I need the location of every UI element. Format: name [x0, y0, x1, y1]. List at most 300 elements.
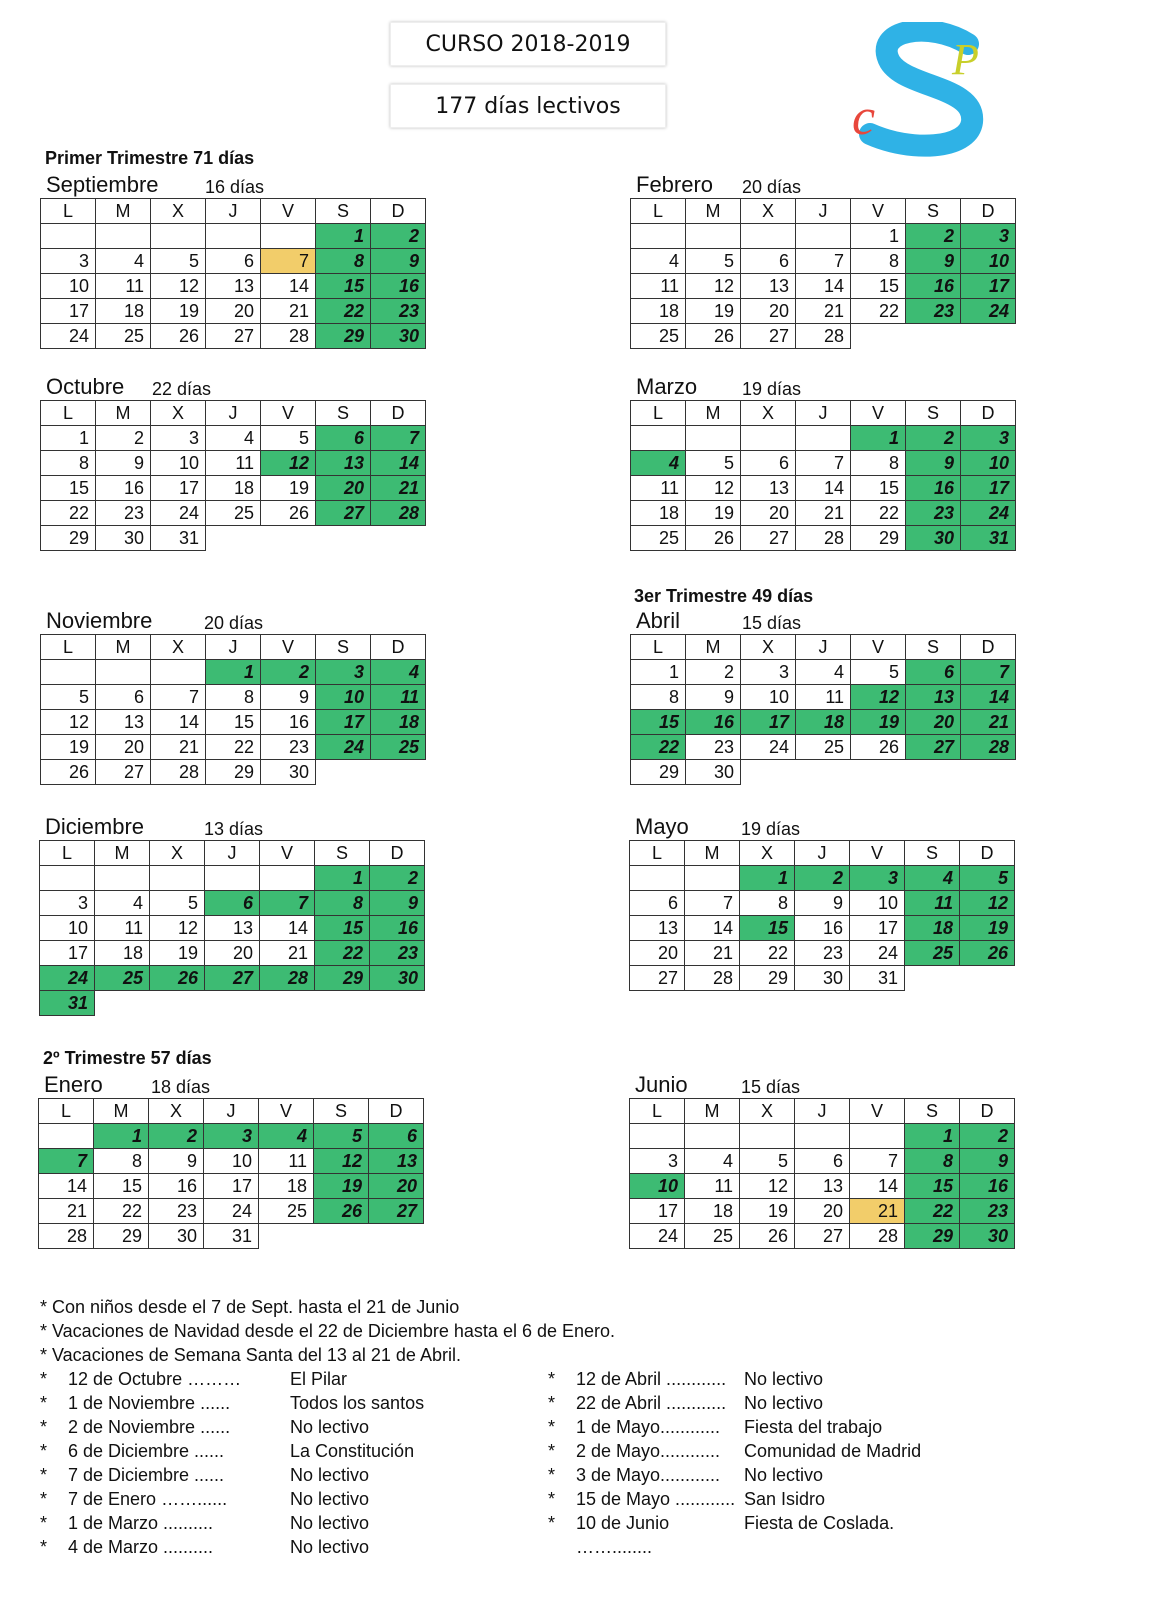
weekday-header: S [905, 1099, 960, 1124]
day-cell [630, 866, 685, 891]
weekday-header: X [741, 401, 796, 426]
day-cell: 15 [41, 476, 96, 501]
day-cell: 17 [41, 299, 96, 324]
weekday-header: D [961, 199, 1016, 224]
weekday-header: M [685, 841, 740, 866]
non-school-day: 1 [740, 866, 795, 891]
day-cell [686, 426, 741, 451]
day-cell: 25 [631, 324, 686, 349]
day-cell: 9 [686, 685, 741, 710]
weekday-header: X [150, 841, 205, 866]
day-cell: 18 [259, 1174, 314, 1199]
weekday-header: S [906, 401, 961, 426]
day-cell [685, 1124, 740, 1149]
day-cell: 8 [631, 685, 686, 710]
weekday-header: J [205, 841, 260, 866]
weekday-header: S [315, 841, 370, 866]
day-cell [39, 1124, 94, 1149]
non-school-day: 2 [906, 426, 961, 451]
weekday-header: L [631, 401, 686, 426]
non-school-day: 25 [371, 735, 426, 760]
day-cell: 23 [149, 1199, 204, 1224]
weekday-header: J [795, 1099, 850, 1124]
month-name: Noviembre [46, 608, 153, 633]
day-cell: 13 [206, 274, 261, 299]
non-school-day: 9 [370, 891, 425, 916]
non-school-day: 8 [315, 891, 370, 916]
day-cell: 14 [796, 476, 851, 501]
calendar-grid [629, 840, 1015, 991]
day-cell: 13 [741, 274, 796, 299]
non-school-day: 20 [369, 1174, 424, 1199]
non-school-day: 30 [370, 966, 425, 991]
day-cell: 11 [95, 916, 150, 941]
day-cell [150, 991, 205, 1016]
non-school-day: 10 [961, 249, 1016, 274]
weekday-header: S [906, 199, 961, 224]
course-title: CURSO 2018-2019 [390, 22, 666, 66]
day-cell [315, 991, 370, 1016]
day-cell: 21 [39, 1199, 94, 1224]
month-school-days: 15 días [742, 613, 802, 633]
month-name: Abril [636, 608, 681, 633]
day-cell: 26 [151, 324, 206, 349]
non-school-day: 9 [371, 249, 426, 274]
weekday-header: X [741, 199, 796, 224]
day-cell [316, 526, 371, 551]
non-school-day: 10 [961, 451, 1016, 476]
non-school-day: 18 [371, 710, 426, 735]
non-school-day: 3 [961, 426, 1016, 451]
day-cell: 24 [850, 941, 905, 966]
day-cell: 4 [685, 1149, 740, 1174]
day-cell: 18 [685, 1199, 740, 1224]
non-school-day: 12 [261, 451, 316, 476]
weekday-header: X [151, 199, 206, 224]
weekday-header: M [686, 199, 741, 224]
day-cell: 20 [795, 1199, 850, 1224]
day-cell: 19 [41, 735, 96, 760]
non-school-day: 15 [315, 916, 370, 941]
day-cell: 6 [96, 685, 151, 710]
holiday-row: * 4 de Marzo .......... No lectivo [40, 1537, 370, 1557]
non-school-day: 2 [261, 660, 316, 685]
non-school-day: 16 [960, 1174, 1015, 1199]
non-school-day: 2 [370, 866, 425, 891]
non-school-day: 14 [371, 451, 426, 476]
day-cell: 10 [741, 685, 796, 710]
non-school-day: 21 [371, 476, 426, 501]
non-school-day: 30 [906, 526, 961, 551]
day-cell: 12 [686, 476, 741, 501]
month-school-days: 15 días [741, 1077, 801, 1097]
day-cell [686, 224, 741, 249]
weekday-header: D [371, 635, 426, 660]
day-cell [205, 866, 260, 891]
day-cell: 26 [41, 760, 96, 785]
school-days-total: 177 días lectivos [390, 84, 666, 128]
non-school-day: 1 [905, 1124, 960, 1149]
day-cell [741, 426, 796, 451]
weekday-header: M [95, 841, 150, 866]
day-cell: 25 [96, 324, 151, 349]
day-cell: 11 [259, 1149, 314, 1174]
day-cell: 19 [740, 1199, 795, 1224]
day-cell: 25 [206, 501, 261, 526]
day-cell: 7 [151, 685, 206, 710]
month-name: Diciembre [45, 814, 145, 839]
month-school-days: 19 días [742, 379, 802, 399]
month-november [40, 608, 428, 785]
trimester-3-label: 3er Trimestre 49 días [634, 586, 814, 606]
non-school-day: 13 [316, 451, 371, 476]
day-cell: 21 [796, 501, 851, 526]
non-school-day: 20 [906, 710, 961, 735]
non-school-day: 19 [960, 916, 1015, 941]
non-school-day: 23 [960, 1199, 1015, 1224]
non-school-day: 31 [40, 991, 95, 1016]
day-cell: 29 [94, 1224, 149, 1249]
weekday-header: V [851, 401, 906, 426]
trimester-1-label: Primer Trimestre 71 días [45, 148, 255, 168]
non-school-day: 24 [316, 735, 371, 760]
day-cell [41, 660, 96, 685]
day-cell: 24 [741, 735, 796, 760]
non-school-day: 15 [740, 916, 795, 941]
non-school-day: 28 [371, 501, 426, 526]
non-school-day: 25 [905, 941, 960, 966]
day-cell: 31 [204, 1224, 259, 1249]
day-cell: 5 [261, 426, 316, 451]
day-cell [259, 1224, 314, 1249]
weekday-header: J [204, 1099, 259, 1124]
weekday-header: V [850, 841, 905, 866]
day-cell: 27 [206, 324, 261, 349]
day-cell: 8 [206, 685, 261, 710]
month-february [630, 172, 1018, 349]
non-school-day: 16 [371, 274, 426, 299]
weekday-header: V [259, 1099, 314, 1124]
non-school-day: 5 [960, 866, 1015, 891]
month-school-days: 18 días [151, 1077, 211, 1097]
day-cell: 7 [850, 1149, 905, 1174]
day-cell: 19 [151, 299, 206, 324]
non-school-day: 12 [314, 1149, 369, 1174]
weekday-header: M [96, 401, 151, 426]
day-cell: 22 [851, 501, 906, 526]
day-cell: 27 [741, 526, 796, 551]
weekday-header: V [261, 401, 316, 426]
weekday-header: V [850, 1099, 905, 1124]
non-school-day: 16 [686, 710, 741, 735]
month-name: Octubre [46, 374, 125, 399]
non-school-day: 28 [260, 966, 315, 991]
non-school-day: 15 [631, 710, 686, 735]
non-school-day: 23 [371, 299, 426, 324]
day-cell [41, 224, 96, 249]
day-cell: 23 [96, 501, 151, 526]
non-school-day: 8 [316, 249, 371, 274]
day-cell: 21 [151, 735, 206, 760]
calendar-grid [630, 400, 1016, 551]
non-school-day: 21 [961, 710, 1016, 735]
day-cell: 25 [631, 526, 686, 551]
day-cell [740, 1124, 795, 1149]
day-cell: 4 [96, 249, 151, 274]
weekday-header: X [151, 401, 206, 426]
non-school-day: 15 [316, 274, 371, 299]
non-school-day: 6 [369, 1124, 424, 1149]
non-school-day: 27 [369, 1199, 424, 1224]
non-school-day: 12 [851, 685, 906, 710]
day-cell: 4 [206, 426, 261, 451]
weekday-header: V [261, 635, 316, 660]
day-cell: 31 [850, 966, 905, 991]
highlighted-day: 21 [850, 1199, 905, 1224]
day-cell [206, 526, 261, 551]
day-cell [960, 966, 1015, 991]
weekday-header: S [316, 199, 371, 224]
day-cell [151, 660, 206, 685]
day-cell: 7 [796, 451, 851, 476]
trimester-2-label: 2º Trimestre 57 días [43, 1048, 212, 1068]
day-cell: 18 [95, 941, 150, 966]
day-cell: 11 [206, 451, 261, 476]
non-school-day: 1 [851, 426, 906, 451]
day-cell: 11 [685, 1174, 740, 1199]
day-cell: 5 [851, 660, 906, 685]
day-cell [850, 1124, 905, 1149]
non-school-day: 2 [371, 224, 426, 249]
day-cell: 15 [851, 476, 906, 501]
day-cell: 3 [41, 249, 96, 274]
day-cell: 20 [206, 299, 261, 324]
weekday-header: M [94, 1099, 149, 1124]
non-school-day: 2 [906, 224, 961, 249]
day-cell [630, 1124, 685, 1149]
non-school-day: 18 [796, 710, 851, 735]
day-cell [796, 224, 851, 249]
non-school-day: 24 [961, 299, 1016, 324]
day-cell: 8 [740, 891, 795, 916]
day-cell: 26 [851, 735, 906, 760]
day-cell: 6 [741, 249, 796, 274]
day-cell: 10 [41, 274, 96, 299]
non-school-day: 13 [369, 1149, 424, 1174]
non-school-day: 30 [960, 1224, 1015, 1249]
day-cell: 14 [261, 274, 316, 299]
weekday-header: V [260, 841, 315, 866]
day-cell: 10 [40, 916, 95, 941]
svg-text:P: P [952, 35, 979, 84]
day-cell [369, 1224, 424, 1249]
day-cell: 15 [94, 1174, 149, 1199]
month-school-days: 16 días [205, 177, 265, 197]
day-cell: 28 [261, 324, 316, 349]
day-cell [741, 224, 796, 249]
day-cell [371, 760, 426, 785]
day-cell: 20 [205, 941, 260, 966]
day-cell: 27 [96, 760, 151, 785]
day-cell: 13 [630, 916, 685, 941]
day-cell [370, 991, 425, 1016]
day-cell: 11 [96, 274, 151, 299]
holiday-row: * 1 de Noviembre ...... Todos los santos [40, 1393, 425, 1413]
weekday-header: L [41, 401, 96, 426]
weekday-header: L [41, 199, 96, 224]
month-name: Febrero [636, 172, 714, 197]
non-school-day: 11 [371, 685, 426, 710]
weekday-header: D [960, 841, 1015, 866]
month-october [40, 374, 428, 551]
day-cell: 29 [41, 526, 96, 551]
non-school-day: 7 [961, 660, 1016, 685]
day-cell: 18 [631, 299, 686, 324]
note-line: * Vacaciones de Semana Santa del 13 al 21 de Abril. [40, 1345, 461, 1365]
weekday-header: S [316, 401, 371, 426]
day-cell [205, 991, 260, 1016]
month-september [40, 172, 428, 349]
calendar-grid [630, 198, 1016, 349]
holiday-row: * 1 de Marzo .......... No lectivo [40, 1513, 370, 1533]
day-cell: 4 [95, 891, 150, 916]
weekday-header: D [371, 199, 426, 224]
non-school-day: 26 [150, 966, 205, 991]
non-school-day: 16 [906, 274, 961, 299]
weekday-header: D [961, 401, 1016, 426]
non-school-day: 24 [40, 966, 95, 991]
non-school-day: 23 [906, 299, 961, 324]
day-cell: 4 [796, 660, 851, 685]
day-cell [260, 866, 315, 891]
day-cell: 3 [151, 426, 206, 451]
non-school-day: 27 [906, 735, 961, 760]
day-cell: 16 [96, 476, 151, 501]
day-cell: 5 [686, 451, 741, 476]
day-cell [371, 526, 426, 551]
weekday-header: L [631, 199, 686, 224]
non-school-day: 20 [316, 476, 371, 501]
weekday-header: L [631, 635, 686, 660]
day-cell: 11 [631, 476, 686, 501]
non-school-day: 12 [960, 891, 1015, 916]
weekday-header: V [261, 199, 316, 224]
day-cell [261, 224, 316, 249]
non-school-day: 11 [905, 891, 960, 916]
weekday-header: L [39, 1099, 94, 1124]
day-cell: 26 [740, 1224, 795, 1249]
non-school-day: 29 [316, 324, 371, 349]
weekday-header: L [630, 1099, 685, 1124]
day-cell: 26 [261, 501, 316, 526]
day-cell: 3 [741, 660, 796, 685]
non-school-day: 18 [905, 916, 960, 941]
day-cell: 28 [796, 526, 851, 551]
day-cell: 14 [796, 274, 851, 299]
weekday-header: D [370, 841, 425, 866]
day-cell: 6 [630, 891, 685, 916]
day-cell: 28 [796, 324, 851, 349]
svg-text:c: c [852, 89, 876, 146]
month-school-days: 20 días [742, 177, 802, 197]
non-school-day: 1 [206, 660, 261, 685]
day-cell: 8 [94, 1149, 149, 1174]
month-school-days: 20 días [204, 613, 264, 633]
day-cell: 14 [685, 916, 740, 941]
day-cell: 23 [686, 735, 741, 760]
calendar-grid [629, 1098, 1015, 1249]
non-school-day: 26 [314, 1199, 369, 1224]
month-january [38, 1072, 426, 1249]
note-line: * Vacaciones de Navidad desde el 22 de Diciembre hasta el 6 de Enero. [40, 1321, 616, 1341]
non-school-day: 2 [960, 1124, 1015, 1149]
day-cell: 24 [151, 501, 206, 526]
calendar-grid [40, 634, 426, 785]
non-school-day: 4 [371, 660, 426, 685]
day-cell: 24 [630, 1224, 685, 1249]
non-school-day: 22 [315, 941, 370, 966]
day-cell: 28 [151, 760, 206, 785]
day-cell: 13 [96, 710, 151, 735]
non-school-day: 17 [741, 710, 796, 735]
month-december [39, 814, 427, 1016]
day-cell: 20 [630, 941, 685, 966]
day-cell [261, 526, 316, 551]
weekday-header: D [961, 635, 1016, 660]
month-april [630, 608, 1018, 785]
non-school-day: 17 [961, 274, 1016, 299]
non-school-day: 26 [960, 941, 1015, 966]
weekday-header: L [630, 841, 685, 866]
month-name: Marzo [636, 374, 698, 399]
month-name: Junio [635, 1072, 688, 1097]
day-cell: 27 [630, 966, 685, 991]
day-cell: 30 [149, 1224, 204, 1249]
non-school-day: 31 [961, 526, 1016, 551]
day-cell [851, 324, 906, 349]
non-school-day: 22 [905, 1199, 960, 1224]
day-cell: 22 [94, 1199, 149, 1224]
non-school-day: 22 [316, 299, 371, 324]
non-school-day: 6 [205, 891, 260, 916]
holidays-list-left [40, 1367, 424, 1559]
day-cell: 18 [631, 501, 686, 526]
day-cell [741, 760, 796, 785]
weekday-header: J [796, 401, 851, 426]
day-cell: 25 [685, 1224, 740, 1249]
non-school-day: 29 [905, 1224, 960, 1249]
day-cell: 12 [150, 916, 205, 941]
day-cell [631, 224, 686, 249]
day-cell: 21 [261, 299, 316, 324]
holiday-row: * 12 de Octubre ……… El Pilar [40, 1369, 348, 1389]
day-cell: 28 [850, 1224, 905, 1249]
non-school-day: 19 [314, 1174, 369, 1199]
day-cell: 25 [796, 735, 851, 760]
day-cell: 16 [261, 710, 316, 735]
non-school-day: 17 [316, 710, 371, 735]
weekday-header: X [151, 635, 206, 660]
day-cell: 7 [685, 891, 740, 916]
weekday-header: J [796, 635, 851, 660]
non-school-day: 5 [314, 1124, 369, 1149]
day-cell: 14 [39, 1174, 94, 1199]
non-school-day: 9 [960, 1149, 1015, 1174]
weekday-header: X [149, 1099, 204, 1124]
non-school-day: 19 [851, 710, 906, 735]
day-cell: 15 [851, 274, 906, 299]
calendar-grid [40, 400, 426, 551]
